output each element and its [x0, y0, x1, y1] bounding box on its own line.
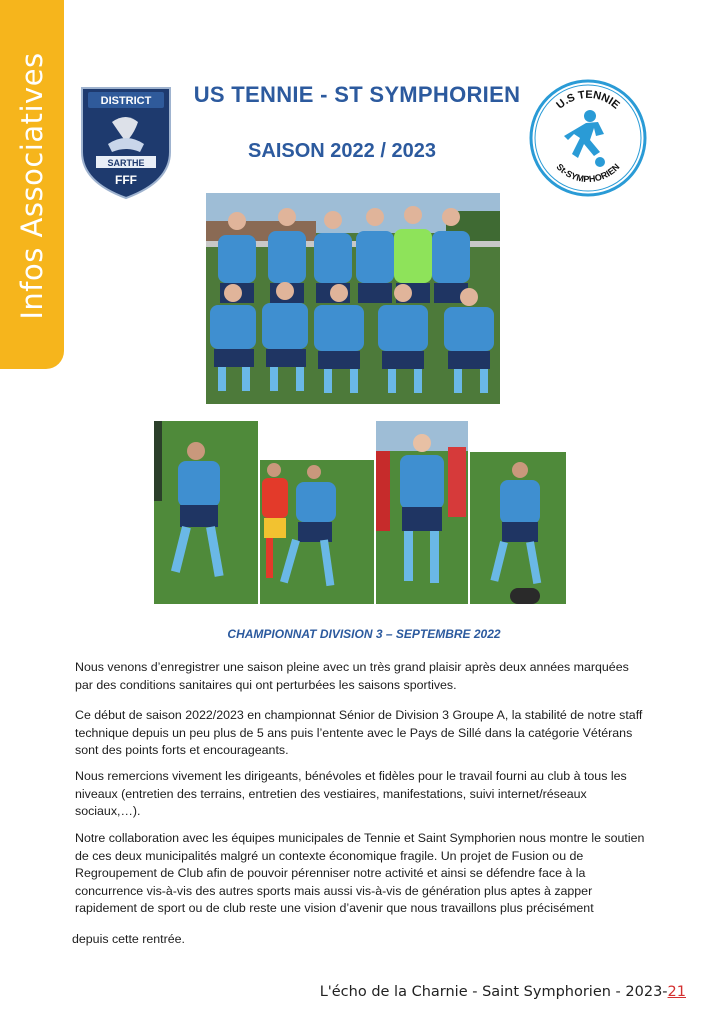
season-heading: SAISON 2022 / 2023 [248, 140, 436, 162]
team-photo [206, 193, 500, 404]
page-title: US TENNIE - ST SYMPHORIEN [193, 82, 521, 107]
photo-caption: CHAMPIONNAT DIVISION 3 – SEPTEMBRE 2022 [227, 627, 501, 641]
svg-text:DISTRICT: DISTRICT [100, 95, 152, 107]
action-photo-3 [376, 421, 468, 604]
district-sarthe-logo [78, 82, 174, 200]
paragraph-3: Nous remercions vivement les dirigeants, bénévoles et fidèles pour le travail fourni au club à tous les niveaux (entretien des terrains, entretien des vestiaires, manifestations, suivi internet/réseaux sociaux,…). [75, 769, 627, 818]
action-photo-1 [154, 421, 258, 604]
svg-text:FFF: FFF [115, 173, 137, 187]
page-footer [320, 984, 686, 1000]
footer-text: L'écho de la Charnie - Saint Symphorien - 2023- [319, 984, 668, 1000]
paragraph-5: depuis cette rentrée. [72, 932, 185, 946]
svg-text:U.S TENNIE: U.S TENNIE [554, 88, 622, 112]
svg-text:SARTHE: SARTHE [107, 158, 145, 168]
page-number: 21 [667, 984, 686, 1000]
us-tennie-logo [528, 78, 648, 198]
action-photo-2 [260, 460, 374, 604]
svg-text:St-SYMPHORIEN: St-SYMPHORIEN [554, 161, 622, 185]
action-photo-4 [470, 452, 566, 604]
paragraph-1: Nous venons d’enregistrer une saison pleine avec un très grand plaisir après deux années marquées par des conditions sanitaires qui ont perturbées les saisons sportives. [75, 660, 629, 692]
paragraph-4: Notre collaboration avec les équipes municipales de Tennie et Saint Symphorien nous montre le soutien de ces deux municipalités malgré un contexte économique fragile. Un projet de Fusion ou de Regroupement de Club afin de pouvoir pérenniser notre activité et ainsi se défendre face à la concurrence vis-à-vis des autres sports mais aussi vis-à-vis de génération plus aptes à zapper rapidement de sport ou de club reste une vision d’avenir que nous travaillons plus précisément [75, 831, 645, 915]
paragraph-2: Ce début de saison 2022/2023 en championnat Sénior de Division 3 Groupe A, la stabilité de notre staff technique depuis un peu plus de 5 ans puis l’entente avec le Pays de Sillé dans la catégorie Vétérans sont des points forts et encourageants. [75, 708, 643, 757]
side-tab [0, 0, 64, 369]
section-label: Infos Associatives [15, 52, 49, 320]
